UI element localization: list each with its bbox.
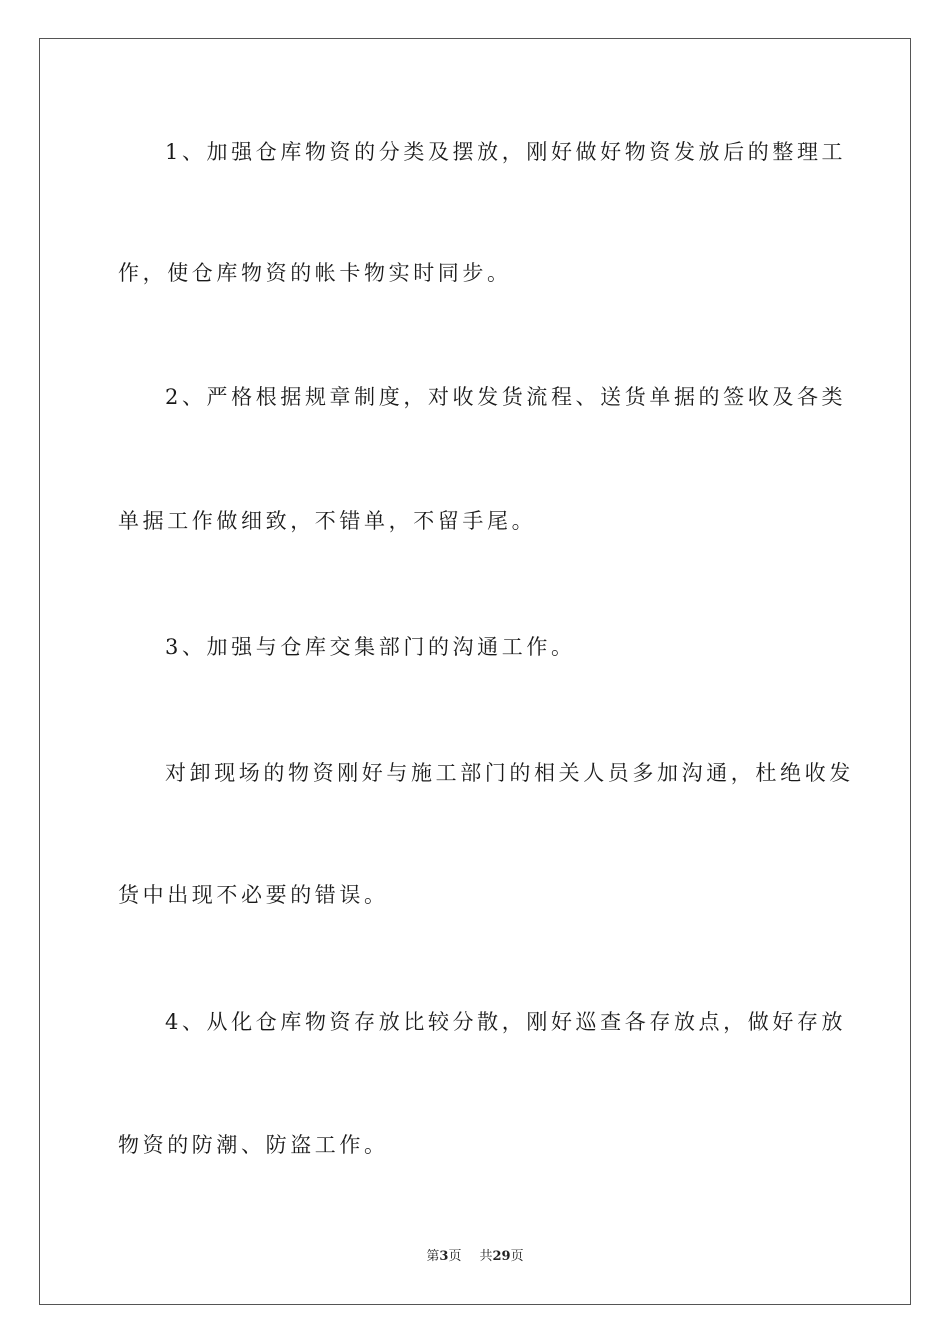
footer-total-prefix: 共 <box>479 1249 493 1264</box>
footer-total-suffix: 页 <box>510 1249 524 1264</box>
footer-page-suffix: 页 <box>448 1249 462 1264</box>
paragraph-1-line-2: 作，使仓库物资的帐卡物实时同步。 <box>118 261 512 285</box>
footer-total-pages: 29 <box>492 1249 511 1264</box>
page-border <box>39 38 911 1305</box>
footer-page-number: 3 <box>439 1249 449 1264</box>
paragraph-4-line-1: 对卸现场的物资刚好与施工部门的相关人员多加沟通，杜绝收发 <box>165 761 854 785</box>
paragraph-5-line-2: 物资的防潮、防盗工作。 <box>118 1133 389 1157</box>
page-footer <box>0 1248 950 1266</box>
paragraph-3-line-1: 3、加强与仓库交集部门的沟通工作。 <box>165 635 576 659</box>
paragraph-4-line-2: 货中出现不必要的错误。 <box>118 883 389 907</box>
paragraph-5-line-1: 4、从化仓库物资存放比较分散，刚好巡查各存放点，做好存放 <box>165 1010 847 1034</box>
paragraph-1-line-1: 1、加强仓库物资的分类及摆放，刚好做好物资发放后的整理工 <box>165 140 847 164</box>
footer-page-prefix: 第 <box>426 1249 440 1264</box>
paragraph-2-line-2: 单据工作做细致，不错单，不留手尾。 <box>118 509 537 533</box>
paragraph-2-line-1: 2、严格根据规章制度，对收发货流程、送货单据的签收及各类 <box>165 385 847 409</box>
